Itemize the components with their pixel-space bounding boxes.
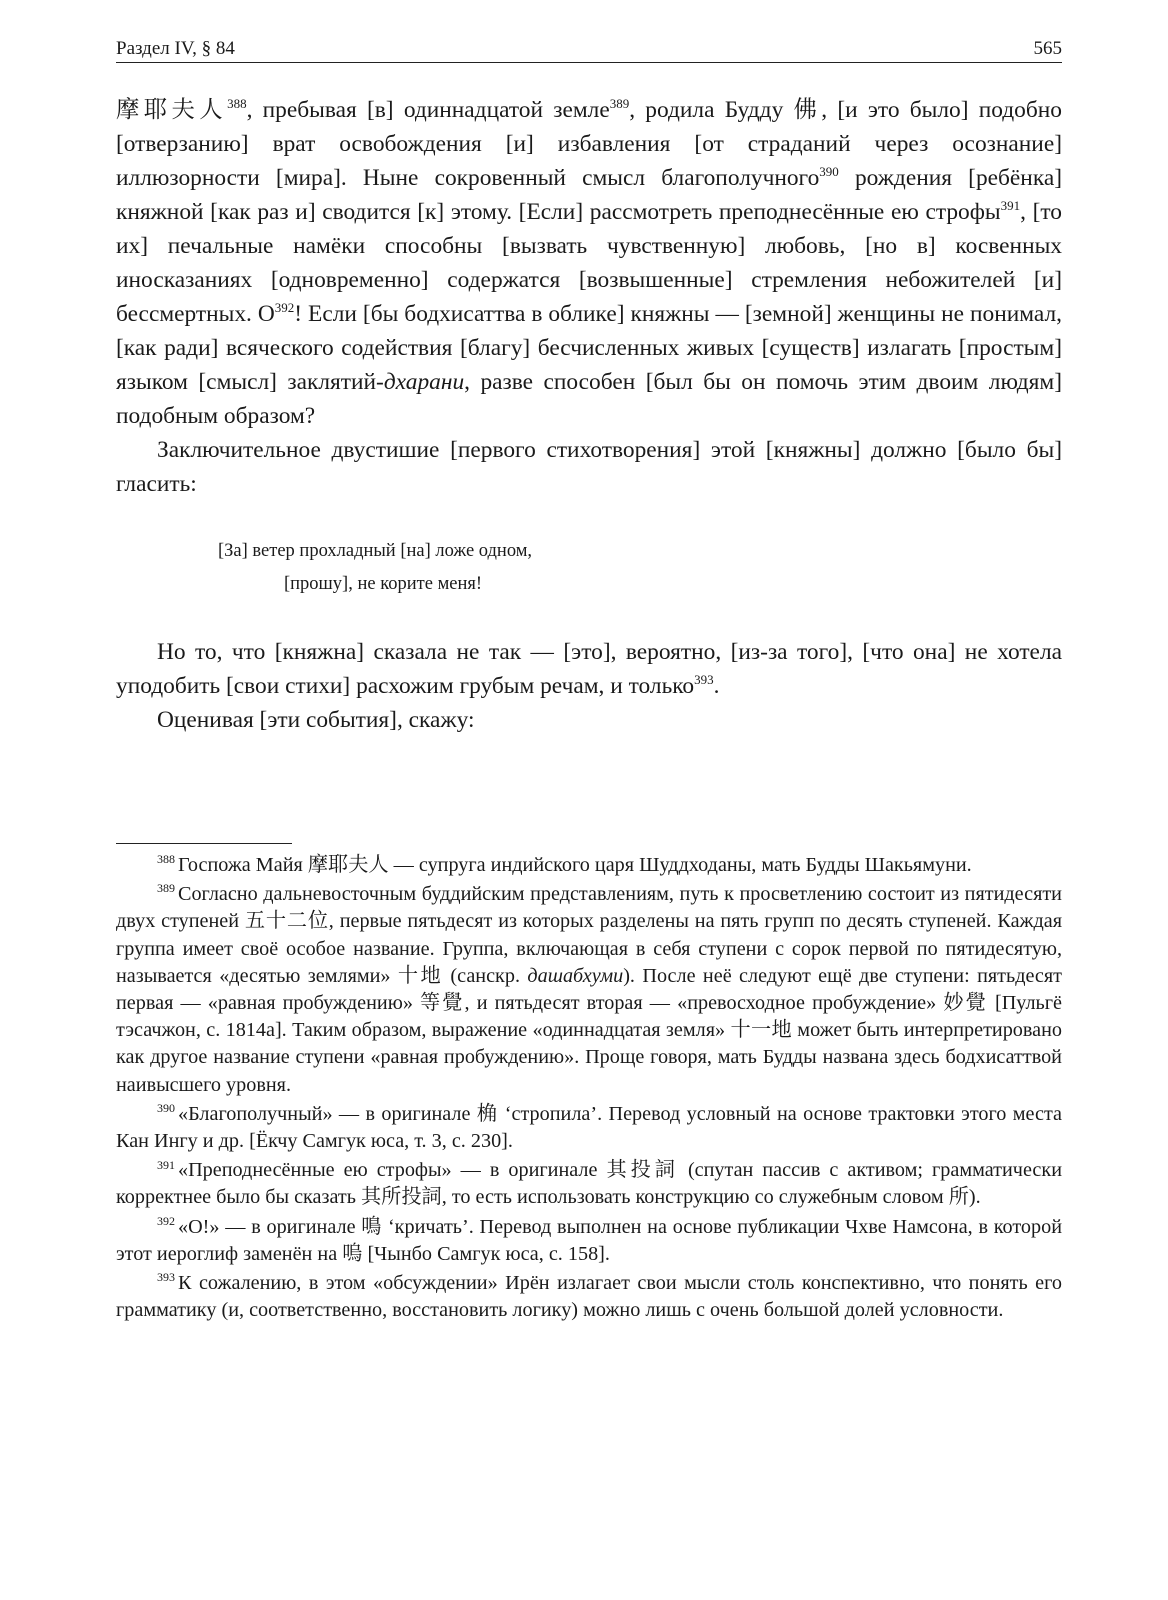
footnote-text: Госпожа Майя 摩耶夫人 — супруга индийского царя Шуддходаны, мать Будды Шакьямуни. (178, 854, 972, 876)
footnote-number: 393 (157, 1270, 175, 1285)
footnote-393 (116, 1270, 1062, 1324)
verse-line-2: [прошу], не корите меня! (284, 574, 483, 594)
footnote-ref-392[interactable]: 392 (274, 300, 295, 316)
running-head (116, 28, 1062, 63)
footnote-391 (116, 1157, 1062, 1211)
footnote-number: 388 (157, 852, 175, 867)
italic-term: дашабхуми (527, 964, 624, 987)
text-run: , пребывая [в] одиннадцатой земле (246, 97, 610, 123)
paragraph-4: Оценивая [эти события], скажу: (157, 707, 475, 733)
footnote-number: 392 (157, 1213, 175, 1228)
footnote-text: «О!» — в оригинале 鳴 ‘кричать’. Перевод выполнен на основе публикации Чхве Намсона, в которой этот иероглиф заменён на 嗚 [Чынбо Самгук юса, с. 158]. (116, 1215, 1062, 1265)
footnote-ref-388[interactable]: 388 (227, 96, 247, 112)
page (116, 28, 1062, 737)
paragraph-2: Заключительное двустишие [первого стихотворения] этой [княжны] должно [было бы] гласить: (116, 437, 1062, 497)
text-run: рождения [ребёнка] княжной [как раз и] сводится [к] этому. [Если] рассмотреть преподнесённые ею строфы (116, 165, 1062, 225)
main-text (116, 93, 1062, 737)
text-run: ! Если [бы бодхисаттва в облике] княжны — [земной] женщины не понимал, [как ради] всяческого содействия [благу] бесчисленных живых [существ] излагать [простым] языком [смысл] заклятий- (116, 301, 1062, 395)
footnote-ref-391[interactable]: 391 (1000, 198, 1021, 214)
text-run: . (713, 673, 720, 699)
footnote-392 (116, 1214, 1062, 1268)
section-title: Раздел IV, § 84 (116, 38, 235, 59)
text-run: 摩耶夫人 (116, 97, 228, 123)
verse-line-1: [За] ветер прохладный [на] ложе одном, (218, 541, 533, 561)
footnote-number: 391 (157, 1157, 175, 1172)
footnote-ref-393[interactable]: 393 (694, 672, 714, 688)
italic-term: дхарани (383, 369, 465, 395)
footnote-number: 390 (157, 1101, 175, 1116)
footnote-text: «Преподнесённые ею строфы» — в оригинале 其投詞 (спутан пассив с активом; грамматически корректнее было бы сказать 其所投詞, то есть использовать конструкцию со служебным словом 所). (116, 1159, 1062, 1209)
text-run: , родила Будду 佛, [и это было] подобно [отверзанию] врат освобождения [и] избавления [от страданий через осознание] иллюзорности [мира]. Ныне сокровенный смысл благополучного (116, 97, 1062, 191)
text-run: , разве способен [был бы он помочь этим двоим людям] подобным образом? (116, 369, 1062, 429)
footnote-text: «Благополучный» — в оригинале 桷 ‘стропила’. Перевод условный на основе трактовки этого места Кан Ингу и др. [Ёкчу Самгук юса, т. 3, с. 230]. (116, 1102, 1062, 1153)
footnotes (116, 852, 1062, 1326)
footnote-ref-390[interactable]: 390 (819, 164, 839, 180)
page-number: 565 (1033, 38, 1062, 59)
footnote-ref-389[interactable]: 389 (609, 96, 630, 112)
text-run: Но то, что [княжна] сказала не так — [это], вероятно, [из-за того], [что она] не хотела уподобить [свои стихи] расхожим грубым речам, и только (116, 639, 1062, 699)
footnote-text: К сожалению, в этом «обсуждении» Ирён излагает свои мысли столь конспективно, что понять его грамматику (и, соответственно, восстановить логику) можно лишь с очень большой долей условности. (116, 1272, 1062, 1322)
text-run: , [то их] печальные намёки способны [вызвать чувственную] любовь, [но в] косвенных иносказаниях [одновременно] содержатся [возвышенные] стремления небожителей [и] бессмертных. О (116, 199, 1062, 327)
paragraph-1 (116, 93, 1062, 433)
footnote-390 (116, 1101, 1062, 1155)
verse (218, 535, 1062, 601)
footnote-389 (116, 881, 1062, 1099)
footnote-text: Согласно дальневосточным буддийским представлениям, путь к просветлению состоит из пятидесяти двух ступеней 五十二位, первые пятьдесят из которых разделены на пять групп по десять ступеней. Каждая группа имеет своё особое название. Группа, включающая в себя ступени с сорок первой по пятидесятую, называется «десятью землями» 十地 (санскр. (116, 883, 1062, 987)
paragraph-3 (116, 635, 1062, 703)
footnote-number: 389 (157, 881, 175, 896)
footnote-separator (116, 843, 292, 844)
footnote-text: ). После неё следуют ещё две ступени: пятьдесят первая — «равная пробуждению» 等覺, и пятьдесят вторая — «превосходное пробуждение» 妙覺 [Пульгё тэсачжон, с. 1814а]. Таким образом, выражение «одиннадцатая земля» 十一地 может быть интерпретировано как другое название ступени «равная пробуждению». Проще говоря, мать Будды названа здесь бодхисаттвой наивысшего уровня. (116, 964, 1062, 1096)
footnote-388 (116, 852, 1062, 879)
